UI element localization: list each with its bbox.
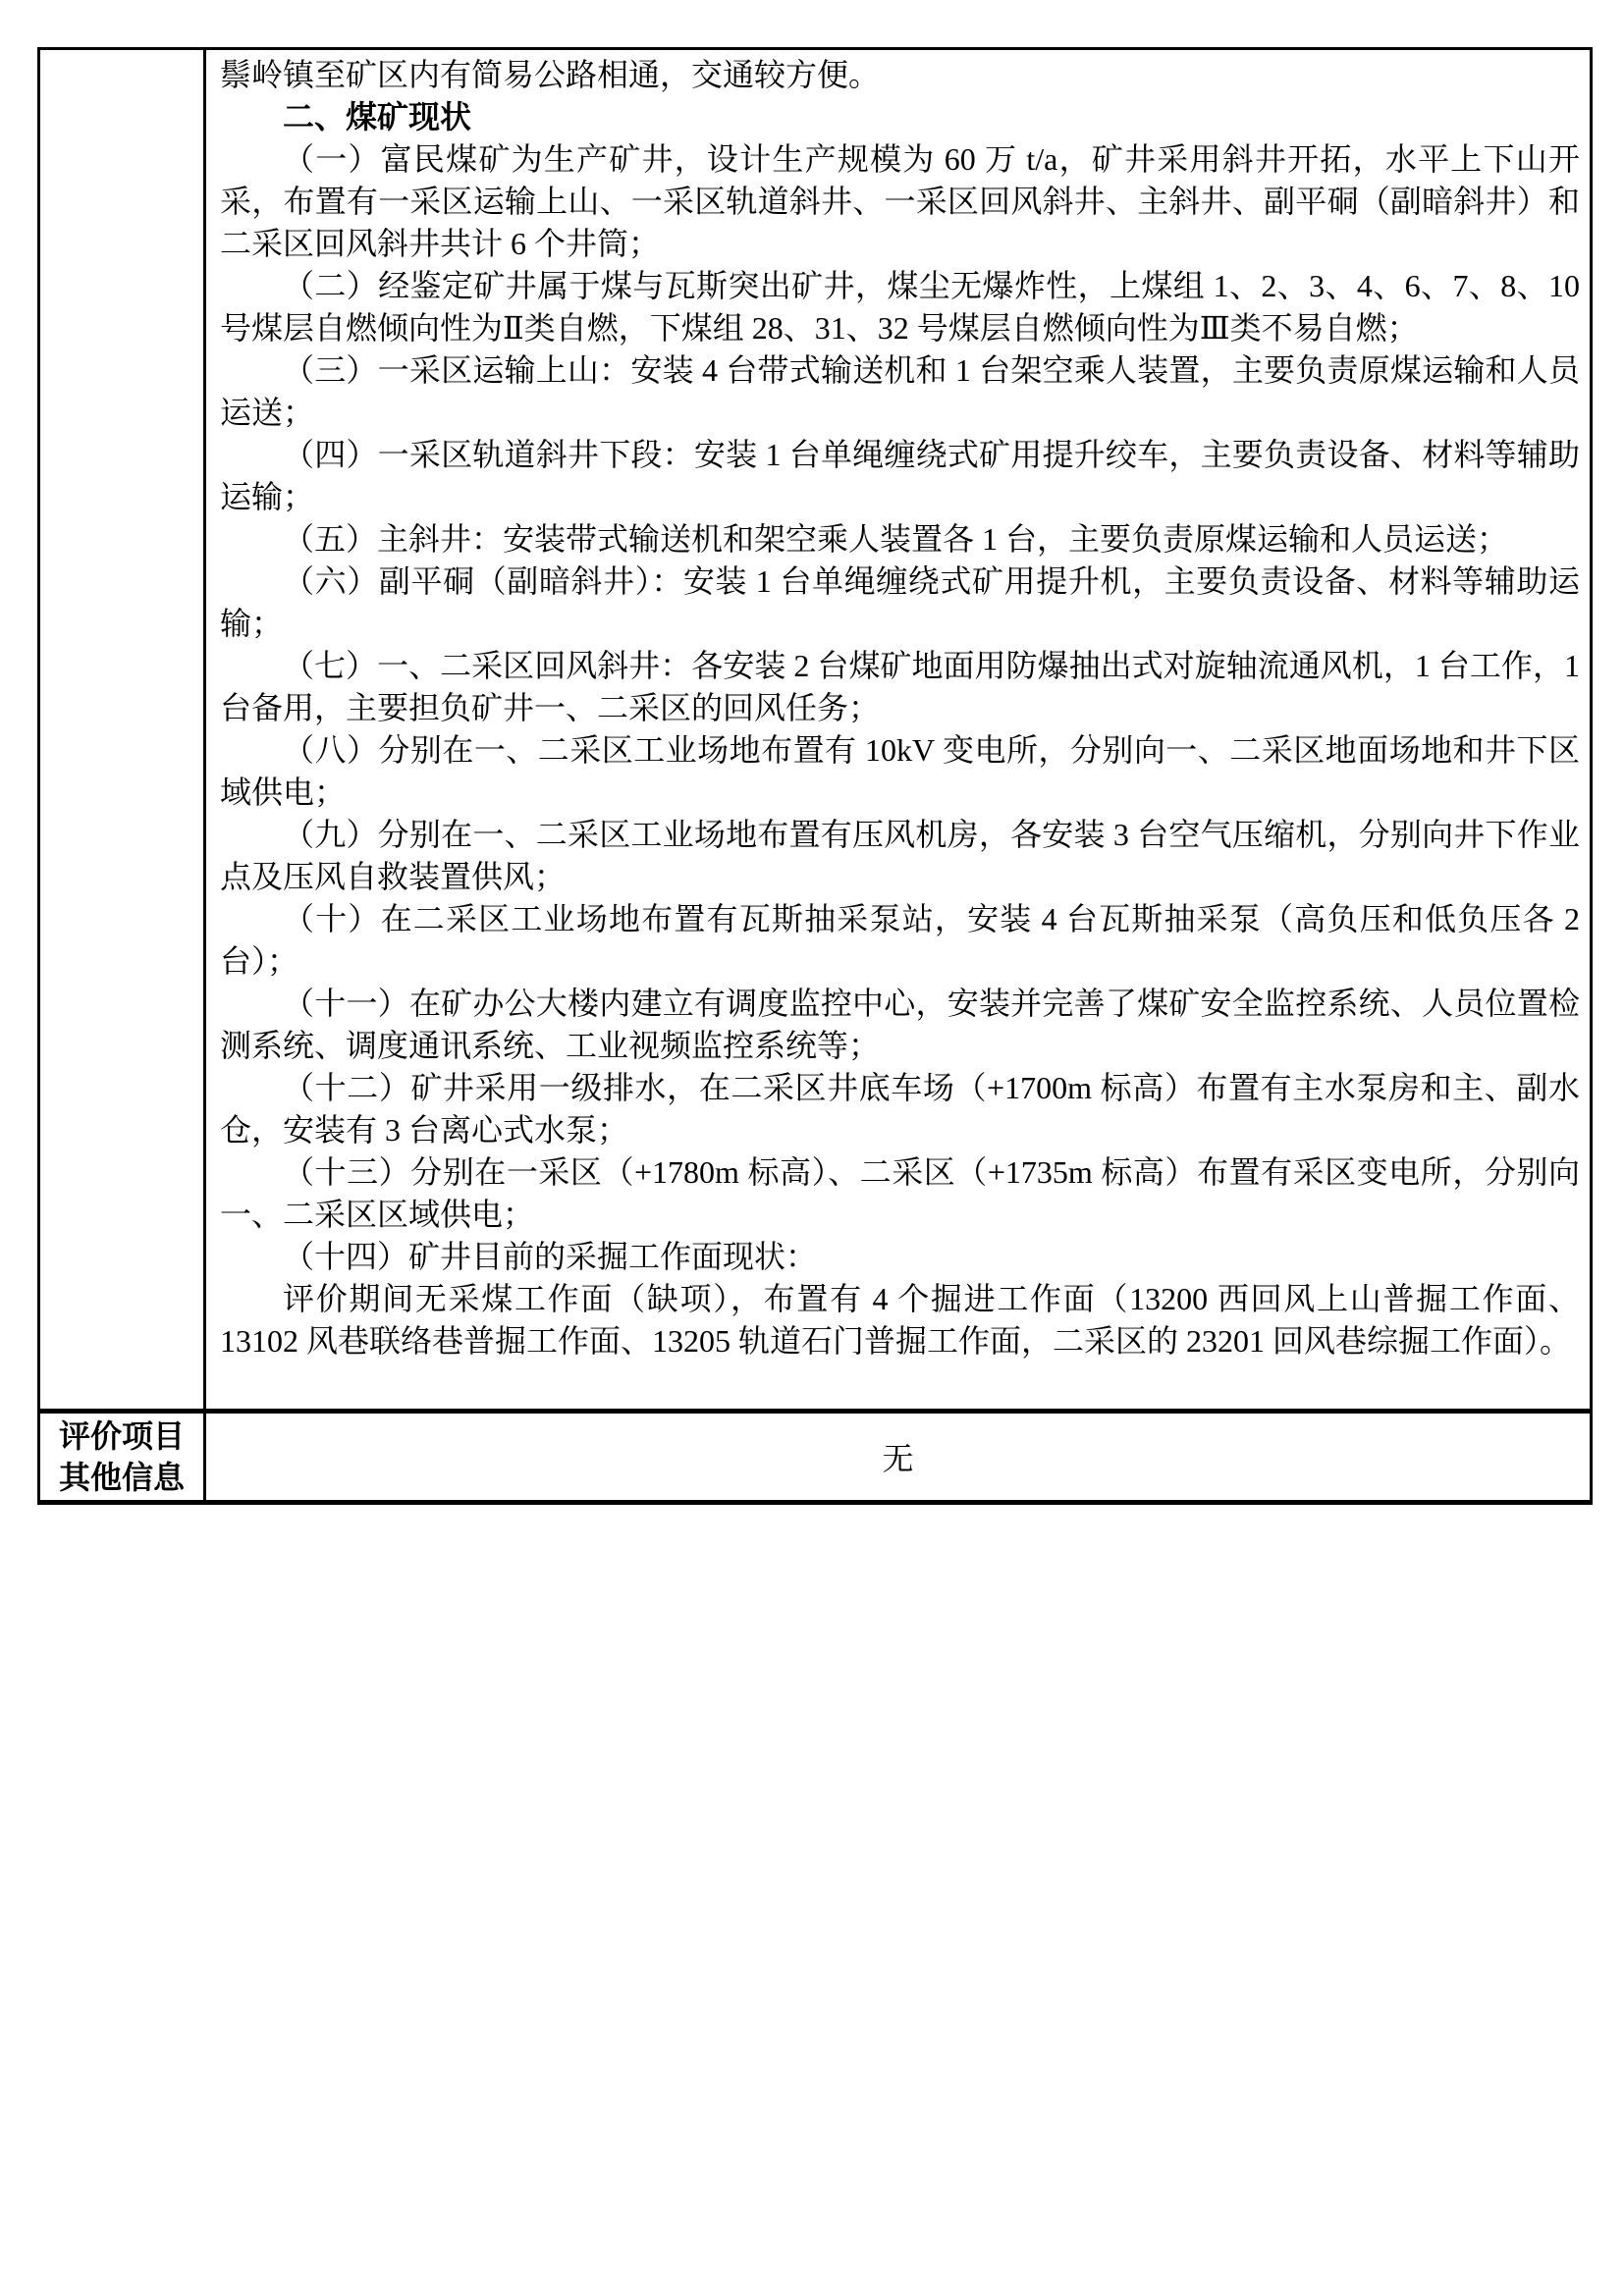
paragraph-item-9: （九）分别在一、二采区工业场地布置有压风机房，各安装 3 台空气压缩机，分别向井下作业点及压风自救装置供风； xyxy=(220,817,1580,894)
paragraph-working-faces: 评价期间无采煤工作面（缺项），布置有 4 个掘进工作面（13200 西回风上山普掘工作面、13102 风巷联络巷普掘工作面、13205 轨道石门普掘工作面，二采区的 23201 回风巷综掘工作面）。 xyxy=(220,1281,1580,1359)
paragraph-road-access: 鬃岭镇至矿区内有简易公路相通，交通较方便。 xyxy=(220,57,881,92)
other-info-label-line2: 其他信息 xyxy=(58,1460,185,1495)
other-info-label-line1: 评价项目 xyxy=(58,1418,185,1454)
paragraph-item-14: （十四）矿井目前的采掘工作面现状： xyxy=(283,1239,818,1274)
paragraph-item-4: （四）一采区轨道斜井下段：安装 1 台单绳缠绕式矿用提升绞车，主要负责设备、材料等辅助运输； xyxy=(220,437,1580,514)
paragraph-item-2: （二）经鉴定矿井属于煤与瓦斯突出矿井，煤尘无爆炸性，上煤组 1、2、3、4、6、7、8、10 号煤层自燃倾向性为Ⅱ类自燃，下煤组 28、31、32 号煤层自燃倾向性为Ⅲ类不易自燃； xyxy=(220,268,1580,346)
paragraph-item-7: （七）一、二采区回风斜井：各安装 2 台煤矿地面用防爆抽出式对旋轴流通风机，1 台工作，1 台备用，主要担负矿井一、二采区的回风任务； xyxy=(220,648,1580,725)
other-info-value-cell xyxy=(206,1414,1590,1500)
paragraph-item-5: （五）主斜井：安装带式输送机和架空乘人装置各 1 台，主要负责原煤运输和人员运送； xyxy=(283,521,1509,557)
paragraph-item-10: （十）在二采区工业场地布置有瓦斯抽采泵站，安装 4 台瓦斯抽采泵（高负压和低负压各 2 台）； xyxy=(220,901,1580,979)
paragraph-item-6: （六）副平硐（副暗斜井）：安装 1 台单绳缠绕式矿用提升机，主要负责设备、材料等辅助运输； xyxy=(220,563,1580,641)
evaluation-report-table xyxy=(37,47,1593,1505)
paragraph-item-3: （三）一采区运输上山：安装 4 台带式输送机和 1 台架空乘人装置，主要负责原煤运输和人员运送； xyxy=(220,352,1580,430)
paragraph-item-13: （十三）分别在一采区（+1780m 标高）、二采区（+1735m 标高）布置有采区变电所，分别向一、二采区区域供电； xyxy=(220,1154,1580,1232)
mine-status-row xyxy=(40,50,1590,1409)
mine-status-text-cell xyxy=(206,50,1590,1409)
paragraph-item-1: （一）富民煤矿为生产矿井，设计生产规模为 60 万 t/a，矿井采用斜井开拓，水平上下山开采，布置有一采区运输上山、一采区轨道斜井、一采区回风斜井、主斜井、副平硐（副暗斜井）和二采区回风斜井共计 6 个井筒； xyxy=(220,141,1580,261)
paragraph-item-8: （八）分别在一、二采区工业场地布置有 10kV 变电所，分别向一、二采区地面场地和井下区域供电； xyxy=(220,732,1580,810)
other-info-label-cell xyxy=(40,1414,206,1500)
other-info-row xyxy=(40,1409,1590,1500)
row-label-cell-empty xyxy=(40,50,206,1409)
other-info-value: 无 xyxy=(882,1441,914,1476)
paragraph-item-11: （十一）在矿办公大楼内建立有调度监控中心，安装并完善了煤矿安全监控系统、人员位置检测系统、调度通讯系统、工业视频监控系统等； xyxy=(220,986,1580,1063)
section-heading-mine-status: 二、煤矿现状 xyxy=(283,99,472,134)
paragraph-item-12: （十二）矿井采用一级排水，在二采区井底车场（+1700m 标高）布置有主水泵房和主、副水仓，安装有 3 台离心式水泵； xyxy=(220,1070,1580,1148)
